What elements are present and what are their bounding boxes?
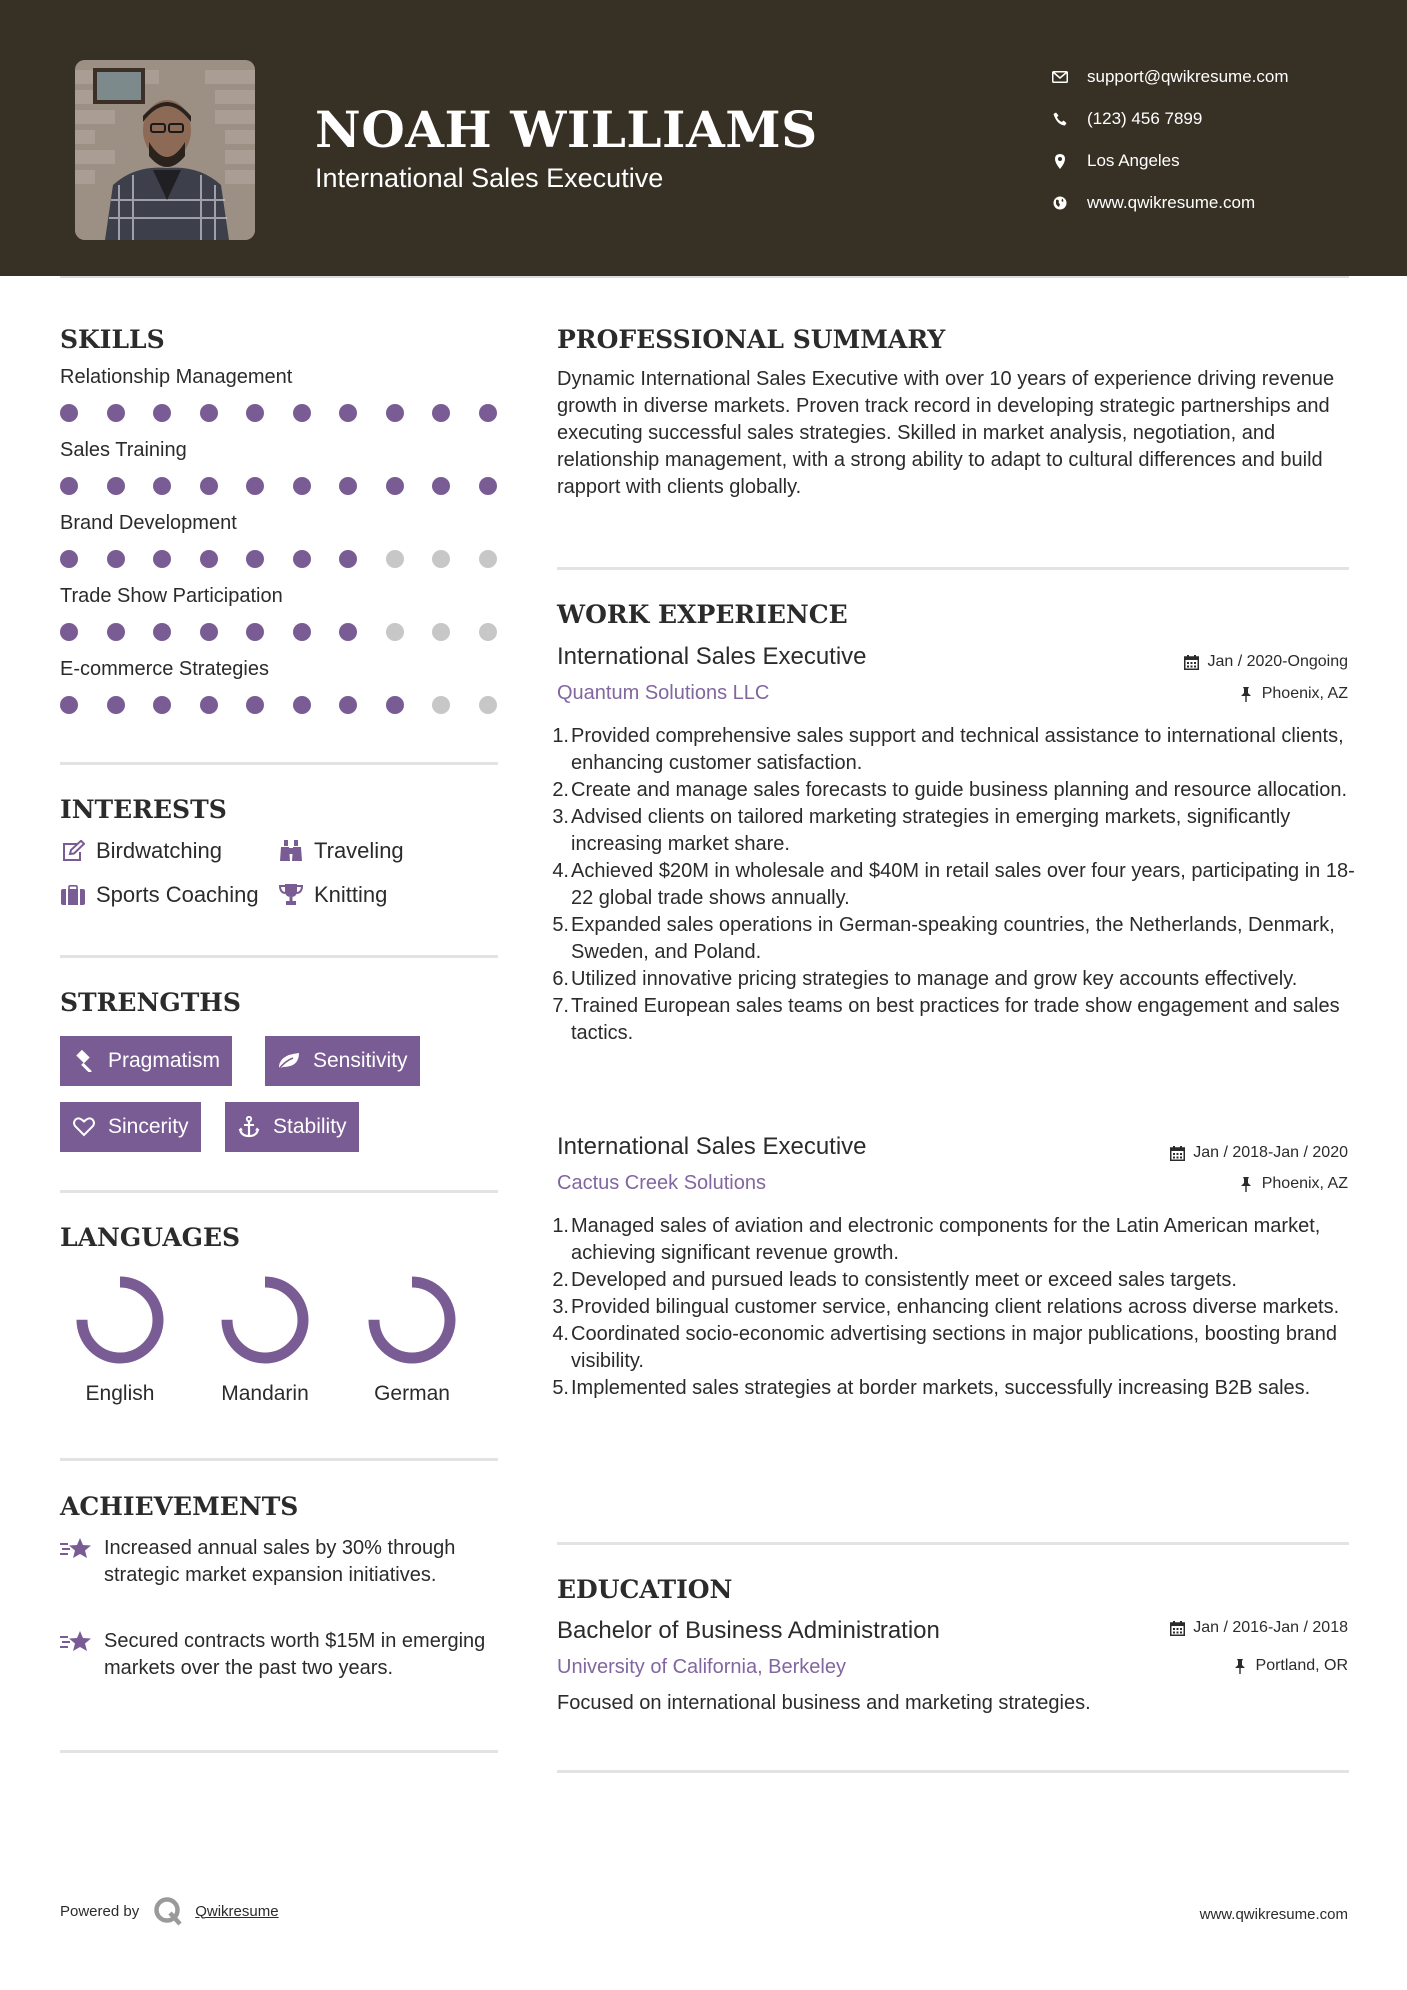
bullet-number: 1. [552, 725, 569, 747]
bullet-number: 2. [552, 1269, 569, 1291]
achievement-text: Secured contracts worth $15M in emerging markets over the past two years. [104, 1630, 486, 1679]
footer-powered-by [60, 1896, 279, 1926]
language-level-ring [364, 1272, 460, 1368]
skill-name: Sales Training [60, 439, 187, 461]
languages-heading: LANGUAGES [60, 1223, 241, 1252]
skill-dot-filled [246, 477, 264, 495]
skill-dot-filled [386, 696, 404, 714]
strength-chip [225, 1102, 359, 1152]
job-bullet [552, 1375, 1357, 1402]
skill-dot-filled [339, 696, 357, 714]
bullet-text: Developed and pursued leads to consistently meet or exceed sales targets. [571, 1269, 1237, 1291]
contact-email[interactable] [1050, 56, 1289, 98]
job-dates-text: Jan / 2018-Jan / 2020 [1193, 1144, 1348, 1161]
language-level-arc [82, 1282, 158, 1358]
job-title: International Sales Executive [557, 1133, 867, 1160]
calendar-icon [1169, 1145, 1185, 1161]
skill-dot-filled [339, 404, 357, 422]
pushpin-icon [1238, 1176, 1254, 1192]
degree-title: Bachelor of Business Administration [557, 1617, 940, 1644]
experience-heading: WORK EXPERIENCE [557, 600, 848, 629]
skill-dot-filled [386, 404, 404, 422]
strength-chip [60, 1102, 201, 1152]
skill-dot-empty [432, 623, 450, 641]
interests-divider [60, 955, 498, 958]
skill-name: Trade Show Participation [60, 585, 283, 607]
qwikresume-logo-icon [153, 1896, 183, 1926]
job-location [1238, 1175, 1348, 1193]
job-bullet [552, 723, 1357, 777]
skill-dot-filled [339, 623, 357, 641]
candidate-name: NOAH WILLIAMS [315, 100, 818, 159]
skill-dot-filled [107, 477, 125, 495]
skill-name: E-commerce Strategies [60, 658, 269, 680]
language-level-ring [72, 1272, 168, 1368]
achievement-text: Increased annual sales by 30% through strategic market expansion initiatives. [104, 1537, 456, 1586]
footer-website-link[interactable]: www.qwikresume.com [1199, 1906, 1348, 1923]
skill-dot-filled [246, 550, 264, 568]
contact-location [1050, 140, 1289, 182]
education-description: Focused on international business and marketing strategies. [557, 1692, 1091, 1714]
job-location [1238, 685, 1348, 703]
interest-item [60, 838, 222, 864]
education-location-text: Portland, OR [1255, 1657, 1348, 1674]
interest-label: Sports Coaching [96, 882, 259, 907]
job-bullet [552, 1267, 1357, 1294]
job-bullet [552, 858, 1357, 912]
qwikresume-link[interactable]: Qwikresume [195, 1902, 279, 1920]
experience-divider [557, 1542, 1349, 1545]
skill-dot-filled [479, 477, 497, 495]
school-name: University of California, Berkeley [557, 1656, 846, 1678]
skill-dot-filled [153, 477, 171, 495]
job-bullets [552, 1213, 1357, 1402]
skill-dot-filled [200, 550, 218, 568]
contact-website[interactable] [1050, 182, 1289, 224]
strength-label: Sensitivity [313, 1049, 408, 1072]
calendar-icon [1183, 654, 1199, 670]
job-bullets [552, 723, 1357, 1047]
skill-dot-filled [153, 623, 171, 641]
company-name: Cactus Creek Solutions [557, 1172, 766, 1194]
profile-photo [75, 60, 255, 240]
language-label: Mandarin [221, 1382, 309, 1405]
shooting-star-icon [60, 1628, 94, 1656]
skill-dot-filled [60, 477, 78, 495]
trophy-icon [278, 883, 304, 907]
skill-dot-filled [432, 477, 450, 495]
education-divider [557, 1770, 1349, 1773]
achievements-divider [60, 1750, 498, 1753]
skill-dot-filled [200, 404, 218, 422]
skill-dot-filled [339, 477, 357, 495]
skill-dot-empty [386, 623, 404, 641]
summary-text: Dynamic International Sales Executive with over 10 years of experience driving revenue growth in diverse markets. Proven track record in developing strategic partnerships and executing successful sales strategies. Skilled in market analysis, negotiation, and relationship management, with a strong ability to adapt to cultural differences and build rapport with clients globally. [557, 368, 1335, 498]
achievement-item [60, 1535, 500, 1589]
bullet-text: Provided bilingual customer service, enhancing client relations across diverse markets. [571, 1296, 1340, 1318]
language-item [50, 1272, 190, 1406]
skill-dot-filled [293, 477, 311, 495]
skill-dot-filled [246, 404, 264, 422]
skill-dot-filled [293, 550, 311, 568]
skill-dot-filled [107, 623, 125, 641]
bullet-text: Achieved $20M in wholesale and $40M in retail sales over four years, participating in 18-22 global trade shows annually. [571, 860, 1355, 909]
language-item [195, 1272, 335, 1406]
skill-dot-empty [479, 696, 497, 714]
bullet-number: 2. [552, 779, 569, 801]
interest-label: Birdwatching [96, 838, 222, 863]
skill-dot-filled [107, 404, 125, 422]
skill-dot-empty [479, 550, 497, 568]
skill-dot-filled [200, 696, 218, 714]
bullet-text: Trained European sales teams on best practices for trade show engagement and sales tactics. [571, 995, 1340, 1044]
strength-label: Pragmatism [108, 1049, 221, 1072]
contact-phone[interactable] [1050, 98, 1289, 140]
bullet-text: Implemented sales strategies at border markets, successfully increasing B2B sales. [571, 1377, 1311, 1399]
interest-item [278, 838, 404, 864]
suitcase-icon [60, 883, 86, 907]
skill-dot-empty [386, 550, 404, 568]
summary-divider [557, 567, 1349, 570]
education-heading: EDUCATION [557, 1575, 733, 1604]
language-item [342, 1272, 482, 1406]
skill-dot-filled [246, 696, 264, 714]
skill-dot-empty [479, 623, 497, 641]
strengths-divider [60, 1190, 498, 1193]
interest-label: Traveling [314, 838, 404, 863]
skill-dot-filled [339, 550, 357, 568]
job-bullet [552, 777, 1357, 804]
gavel-icon [72, 1049, 96, 1073]
skill-dot-filled [107, 696, 125, 714]
skill-dot-filled [153, 696, 171, 714]
strength-chip [265, 1036, 420, 1086]
interest-item [278, 882, 387, 908]
job-dates [1169, 1144, 1348, 1162]
resume-header [0, 0, 1407, 276]
achievement-item [60, 1628, 500, 1682]
contact-location-text: Los Angeles [1087, 151, 1180, 170]
skill-dot-filled [60, 550, 78, 568]
company-name: Quantum Solutions LLC [557, 682, 770, 704]
skills-heading: SKILLS [60, 325, 165, 354]
bullet-number: 4. [552, 1323, 569, 1345]
anchor-icon [237, 1115, 261, 1139]
bullet-number: 1. [552, 1215, 569, 1237]
leaf-icon [277, 1049, 301, 1073]
summary-heading: PROFESSIONAL SUMMARY [557, 325, 946, 354]
bullet-text: Coordinated socio-economic advertising sections in major publications, boosting brand visibility. [571, 1323, 1337, 1372]
powered-by-text: Powered by [60, 1902, 140, 1920]
job-bullet [552, 993, 1357, 1047]
job-location-text: Phoenix, AZ [1261, 1175, 1348, 1192]
job-bullet [552, 966, 1357, 993]
language-label: German [374, 1382, 450, 1405]
skill-dot-filled [293, 623, 311, 641]
contact-email-text: support@qwikresume.com [1087, 67, 1289, 86]
bullet-text: Advised clients on tailored marketing strategies in emerging markets, significantly increasing market share. [571, 806, 1291, 855]
bullet-text: Provided comprehensive sales support and technical assistance to international clients, enhancing customer satisfaction. [571, 725, 1344, 774]
globe-icon [1050, 193, 1070, 213]
skill-dot-filled [60, 623, 78, 641]
skill-dot-filled [293, 696, 311, 714]
bullet-number: 5. [552, 1377, 569, 1399]
language-label: English [85, 1382, 155, 1405]
skill-rating [60, 696, 500, 714]
skill-dot-empty [432, 550, 450, 568]
bullet-number: 7. [552, 995, 569, 1017]
bullet-number: 3. [552, 806, 569, 828]
skill-rating [60, 550, 500, 568]
binoculars-icon [278, 839, 304, 863]
languages-divider [60, 1458, 498, 1461]
job-location-text: Phoenix, AZ [1261, 685, 1348, 702]
header-divider [60, 276, 1349, 278]
bullet-text: Managed sales of aviation and electronic components for the Latin American market, achieving significant revenue growth. [571, 1215, 1321, 1264]
shooting-star-icon [60, 1535, 94, 1563]
pushpin-icon [1232, 1658, 1248, 1674]
pencil-square-icon [60, 839, 86, 863]
bullet-text: Create and manage sales forecasts to guide business planning and resource allocation. [571, 779, 1348, 801]
pushpin-icon [1238, 686, 1254, 702]
skill-dot-filled [293, 404, 311, 422]
job-bullet [552, 804, 1357, 858]
skills-divider [60, 762, 498, 765]
interest-label: Knitting [314, 882, 388, 907]
heart-icon [72, 1115, 96, 1139]
job-bullet [552, 912, 1357, 966]
skill-dot-empty [432, 696, 450, 714]
bullet-number: 5. [552, 914, 569, 936]
bullet-text: Utilized innovative pricing strategies to manage and grow key accounts effectively. [571, 968, 1298, 990]
bullet-number: 6. [552, 968, 569, 990]
skill-dot-filled [200, 623, 218, 641]
education-dates-text: Jan / 2016-Jan / 2018 [1193, 1619, 1348, 1636]
strength-label: Sincerity [108, 1115, 189, 1138]
skill-dot-filled [153, 404, 171, 422]
job-bullet [552, 1321, 1357, 1375]
job-dates-text: Jan / 2020-Ongoing [1207, 653, 1348, 670]
candidate-title: International Sales Executive [315, 163, 664, 193]
job-bullet [552, 1213, 1357, 1267]
bullet-text: Expanded sales operations in German-speaking countries, the Netherlands, Denmark, Sweden, and Poland. [571, 914, 1335, 963]
skill-dot-filled [246, 623, 264, 641]
envelope-icon [1050, 67, 1070, 87]
language-level-arc [227, 1282, 303, 1358]
skill-dot-filled [200, 477, 218, 495]
strength-chip [60, 1036, 232, 1086]
contact-phone-text: (123) 456 7899 [1087, 109, 1203, 128]
education-dates [1169, 1619, 1348, 1637]
map-marker-icon [1050, 151, 1070, 171]
calendar-icon [1169, 1620, 1185, 1636]
skill-name: Brand Development [60, 512, 237, 534]
skill-dot-filled [60, 696, 78, 714]
skill-rating [60, 477, 500, 495]
skill-dot-filled [153, 550, 171, 568]
skill-rating [60, 623, 500, 641]
interests-heading: INTERESTS [60, 795, 227, 824]
skill-dot-filled [60, 404, 78, 422]
strengths-heading: STRENGTHS [60, 988, 241, 1017]
interest-item [60, 882, 259, 908]
job-bullet [552, 1294, 1357, 1321]
strength-label: Stability [273, 1115, 347, 1138]
contact-list [1050, 56, 1289, 224]
contact-website-text: www.qwikresume.com [1087, 193, 1256, 212]
job-dates [1183, 653, 1348, 671]
skill-dot-filled [479, 404, 497, 422]
bullet-number: 4. [552, 860, 569, 882]
language-level-arc [374, 1282, 450, 1358]
bullet-number: 3. [552, 1296, 569, 1318]
job-title: International Sales Executive [557, 643, 867, 670]
skill-dot-filled [386, 477, 404, 495]
skill-name: Relationship Management [60, 366, 293, 388]
skill-dot-filled [107, 550, 125, 568]
skill-dot-filled [432, 404, 450, 422]
skill-rating [60, 404, 500, 422]
phone-icon [1050, 109, 1070, 129]
achievements-heading: ACHIEVEMENTS [60, 1492, 299, 1521]
education-location [1232, 1657, 1348, 1675]
language-level-ring [217, 1272, 313, 1368]
